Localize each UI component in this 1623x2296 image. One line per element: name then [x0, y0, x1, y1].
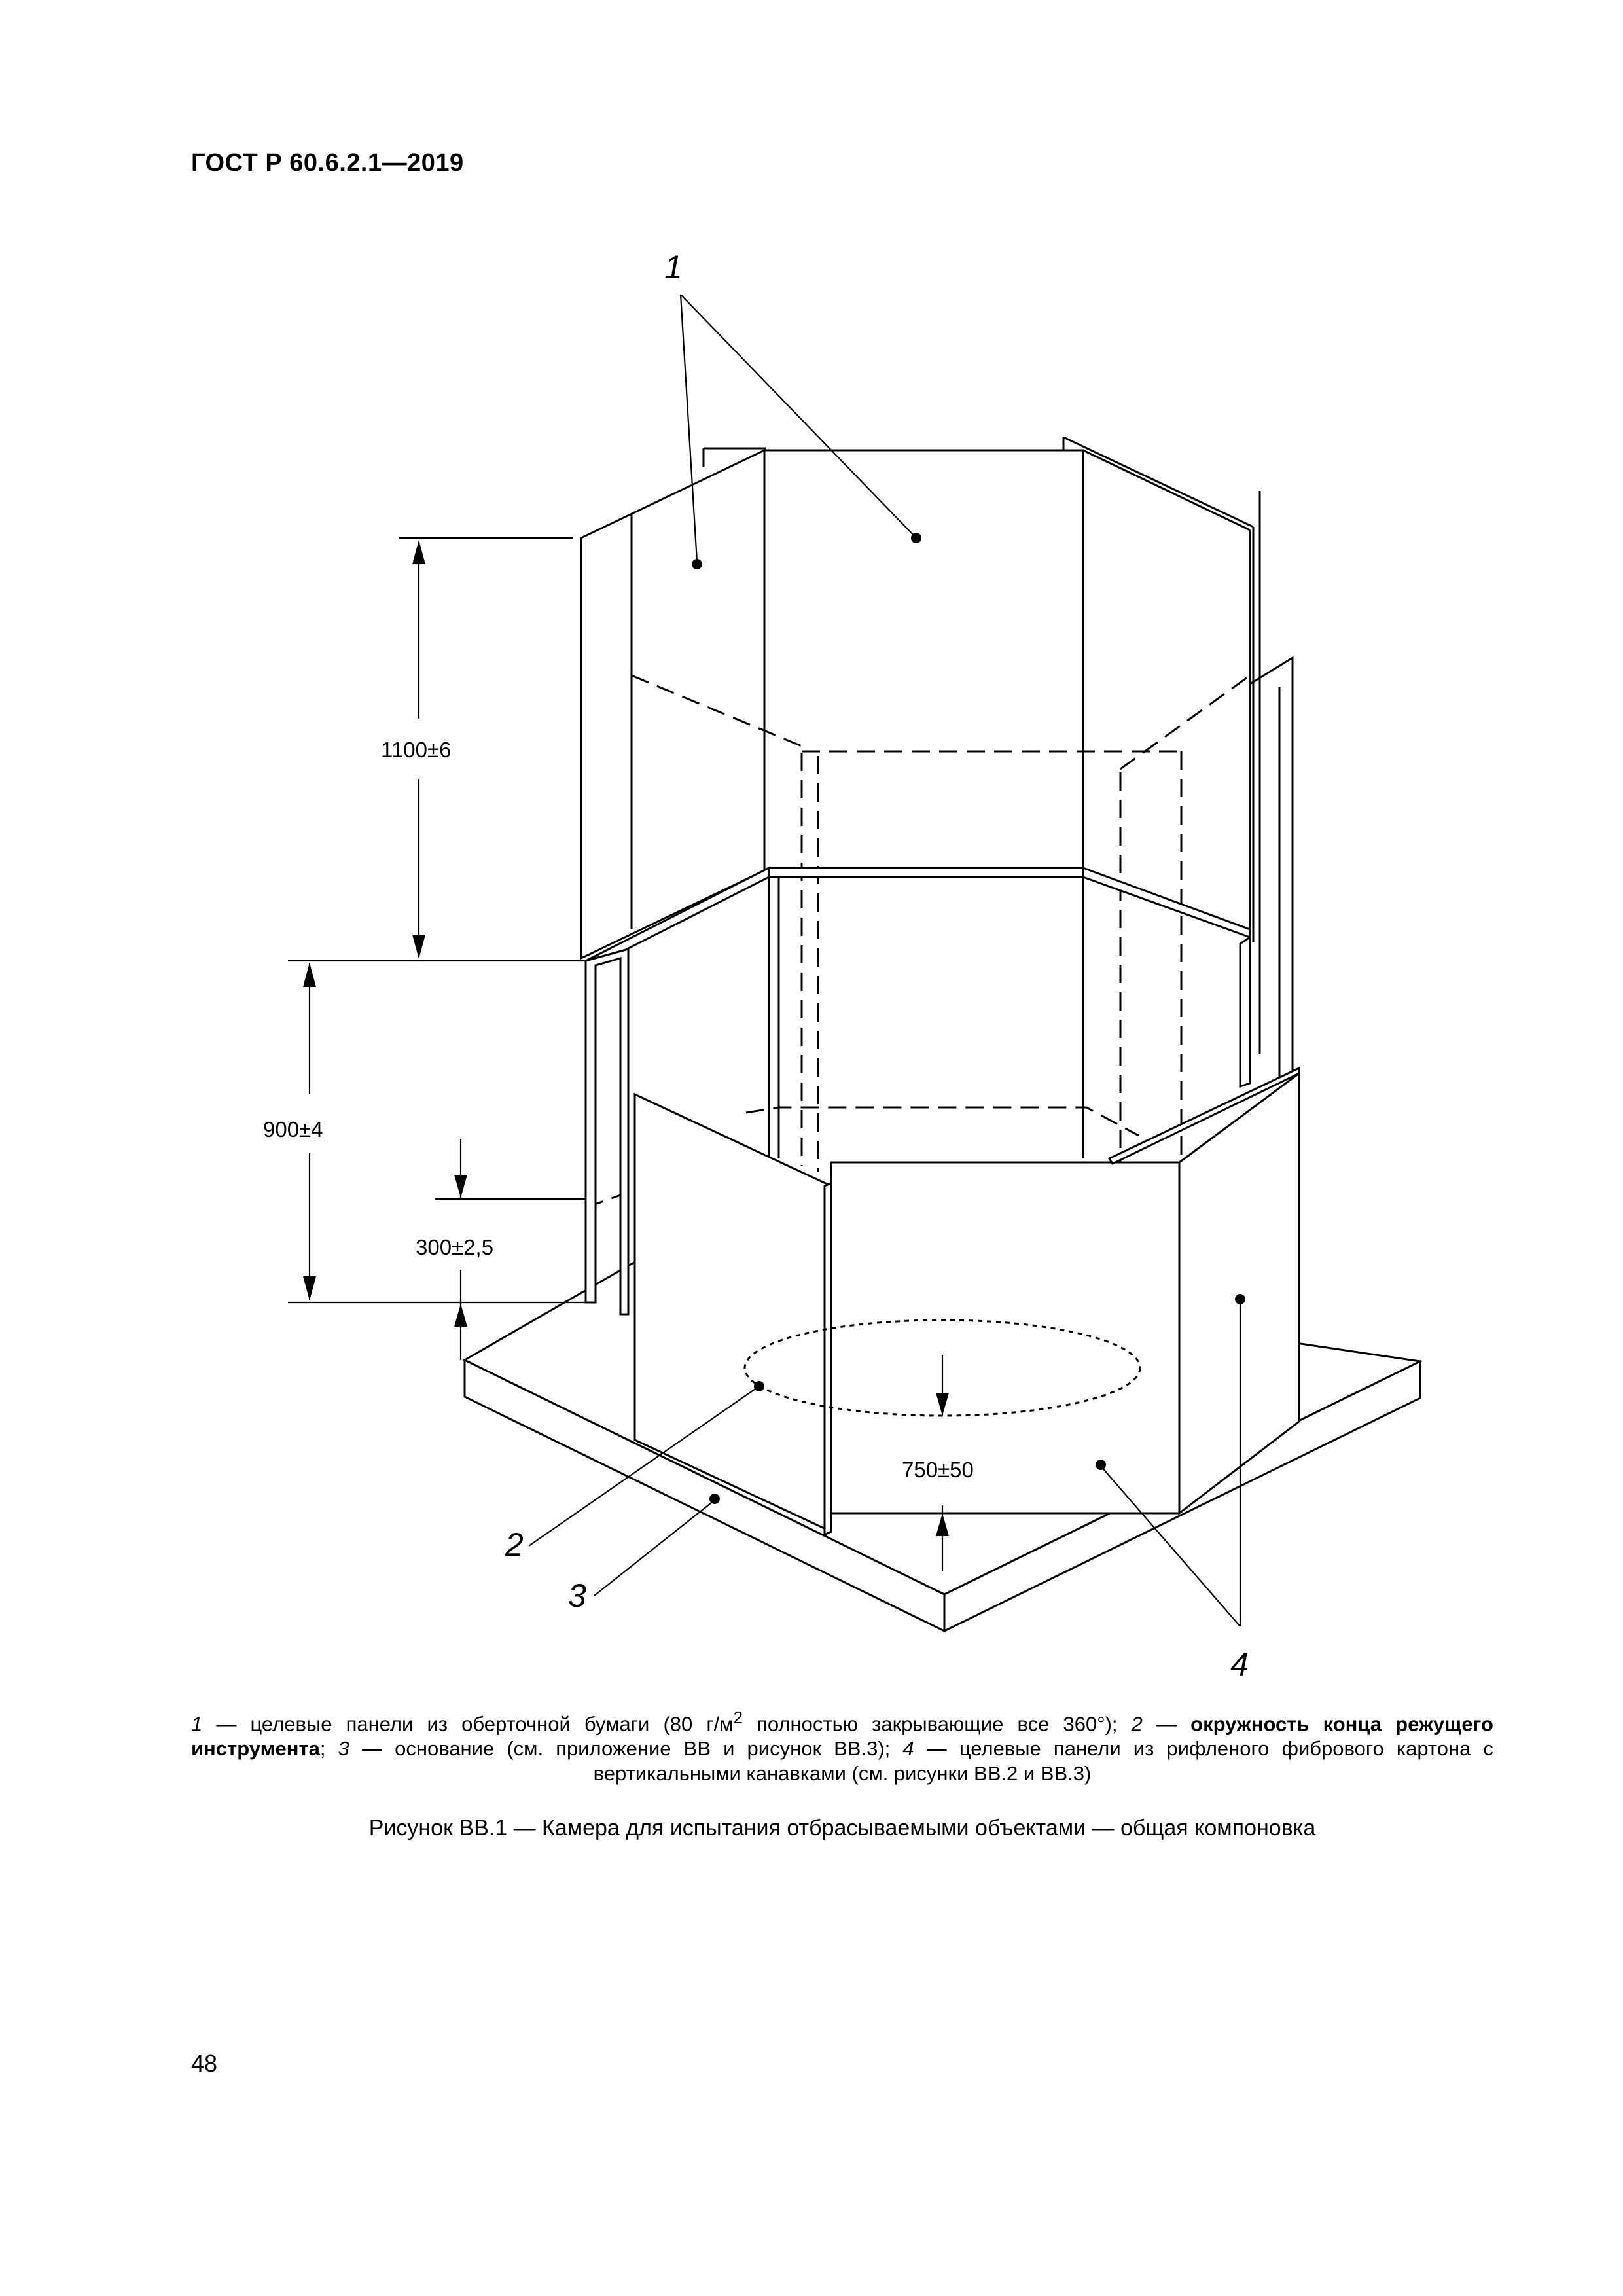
callout-3: 3 — [568, 1577, 586, 1614]
figure-legend: 1 — целевые панели из оберточной бумаги (80 $г/м^2$ полностью закрывающие все 360°); 2 — окружность конца режущего инструмента; 3 — основание (см. приложение ВВ и рисунок ВВ.3); 4 — целевые панели из рифленого фибрового картона с вертикальными канавками (см. рисунки ВВ.2 и ВВ.3) — [191, 1709, 1493, 1785]
callout-1: 1 — [664, 249, 683, 285]
figure-caption: Рисунок ВВ.1 — Камера для испытания отбрасываемыми объектами — общая компоновка — [368, 1816, 1316, 1840]
page-number: 48 — [191, 2050, 218, 2077]
dim-lower-height: 900±4 — [263, 1117, 323, 1141]
upper-paper-panels — [581, 437, 1293, 1083]
callout-2: 2 — [505, 1526, 524, 1563]
dim-upper-height: 1100±6 — [381, 738, 452, 762]
dim-ring-height: 300±2,5 — [416, 1235, 494, 1259]
callout-4: 4 — [1230, 1646, 1249, 1683]
dim-circle-height: 750±50 — [902, 1458, 974, 1482]
document-header: ГОСТ Р 60.6.2.1—2019 — [191, 149, 464, 177]
